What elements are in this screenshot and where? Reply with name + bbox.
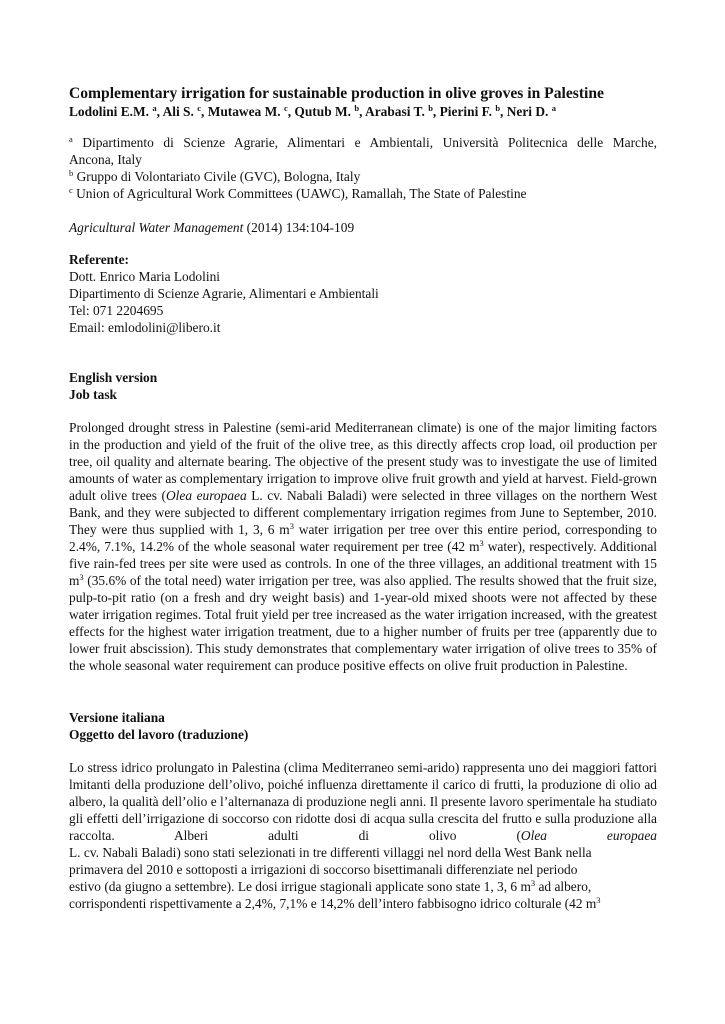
author-affiliation-mark: a xyxy=(152,103,157,113)
referent-phone: Tel: 071 2204695 xyxy=(69,303,164,318)
referent-name: Dott. Enrico Maria Lodolini xyxy=(69,269,220,284)
affiliation-a: $^a$ Dipartimento di Scienze Agrarie, Alimentari e Ambientali, Università Politecnica delle Marche, xyxy=(69,134,657,150)
paper-title: Complementary irrigation for sustainable production in olive groves in Palestine xyxy=(69,85,604,102)
italian-task-heading: Oggetto del lavoro (traduzione) xyxy=(69,727,249,742)
author: Qutub M. xyxy=(294,104,351,119)
referent-heading: Referente: xyxy=(69,252,129,267)
english-section-headings xyxy=(69,369,657,403)
referent-department: Dipartimento di Scienze Agrarie, Alimentari e Ambientali xyxy=(69,286,379,301)
author-affiliation-mark: a xyxy=(551,103,557,113)
referent-block xyxy=(69,251,657,336)
affiliation-c: $^c$ Union of Agricultural Work Committees (UAWC), Ramallah, The State of Palestine xyxy=(69,185,527,201)
affiliation-b: $^b$ Gruppo di Volontariato Civile (GVC), Bologna, Italy xyxy=(69,168,361,184)
journal-citation xyxy=(69,219,657,236)
author: Pierini F. xyxy=(439,104,492,119)
author-affiliation-mark: c xyxy=(197,103,201,113)
english-abstract: Prolonged drought stress in Palestine (semi-arid Mediterranean climate) is one of the major limiting factors in the production and yield of the fruit of the olive tree, as this directly affects crop load, oil production per tree, oil quality and alternate bearing. The objective of the present study was to investigate the use of limited amounts of water as complementary irrigation to improve olive fruit growth and yield at harvest. Field-grown adult olive trees (Olea europaea L. cv. Nabali Baladi) were selected in three villages on the northern West Bank, and they were subjected to different complementary irrigation regimes from June to September, 2010. They were thus supplied with 1, 3, 6 $m^3$ water irrigation per tree over this entire period, corresponding to 2.4%, 7.1%, 14.2% of the whole seasonal water requirement per tree (42 $m^3$ water), respectively. Additional five rain-fed trees per site were used as controls. In one of the three villages, an additional treatment with 15 $m^3$ (35.6% of the total need) water irrigation per tree, was also applied. The results showed that the fruit size, pulp-to-pit ratio (on a fresh and dry weight basis) and 1-year-old mixed shoots were not affected by these water irrigation regimes. Total fruit yield per tree increased as the water irrigation increased, with the greatest effects for the highest water irrigation treatment, due to a higher number of fruits per tree (apparently due to lower fruit abscission). This study demonstrates that complementary water irrigation of olive trees to 35% of the whole seasonal water requirement can produce positive effects on olive fruit production in Palestine. xyxy=(69,420,658,673)
author-affiliation-mark: b xyxy=(354,103,360,113)
italian-version-heading: Versione italiana xyxy=(69,710,165,725)
referent-email: Email: emlodolini@libero.it xyxy=(69,320,221,335)
english-version-heading: English version xyxy=(69,370,158,385)
author: Ali S. xyxy=(162,104,194,119)
journal-name: Agricultural Water Management xyxy=(69,220,244,235)
document-page xyxy=(69,84,657,912)
author-affiliation-mark: c xyxy=(283,103,288,113)
affiliations xyxy=(69,134,657,202)
author: Neri D. xyxy=(506,104,549,119)
author-list: Lodolini E.M. $^a$, Ali S. $^c$, Mutawea M. $^c$, Qutub M. $^b$, Arabasi T. $^b$, Pierini F. $^b$, Neri D. $^a$ xyxy=(69,103,557,119)
author: Mutawea M. xyxy=(207,104,281,119)
affiliation-a-cont: Ancona, Italy xyxy=(69,152,142,167)
author: Lodolini E.M. xyxy=(69,104,149,119)
author-affiliation-mark: b xyxy=(495,103,501,113)
italian-section-headings xyxy=(69,709,657,743)
author: Arabasi T. xyxy=(365,104,425,119)
italian-abstract: Lo stress idrico prolungato in Palestina (clima Mediterraneo semi-arido) rappresenta uno dei maggiori fattori lmitanti della produzione dell’olivo, poiché influenza direttamente il carico di frutti, la produzione di olio ad albero, la qualità dell’olio e l’alternanaza di produzione negli anni. Il presente lavoro sperimentale ha studiato gli effetti dell’irrigazione di soccorso con ridotte dosi di acqua sulla crescita del frutto e sulla produzione alla raccolta. Alberi adulti di olivo (Olea europaea L. cv. Nabali Baladi) sono stati selezionati in tre differenti villaggi nel nord della West Bank nella primavera del 2010 e sottoposti a irrigazioni di soccorso bisettimanali differenziate nel periodo estivo (da giugno a settembre). Le dosi irrigue stagionali applicate sono state 1, 3, 6 $m^3$ ad albero, corrispondenti rispettivamente a 2,4%, 7,1% e 14,2% dell’intero fabbisogno idrico colturale (42 $m^3$ xyxy=(69,760,657,911)
journal-volume: (2014) 134:104-109 xyxy=(243,220,355,235)
author-affiliation-mark: b xyxy=(428,103,433,113)
job-task-heading: Job task xyxy=(69,387,117,402)
